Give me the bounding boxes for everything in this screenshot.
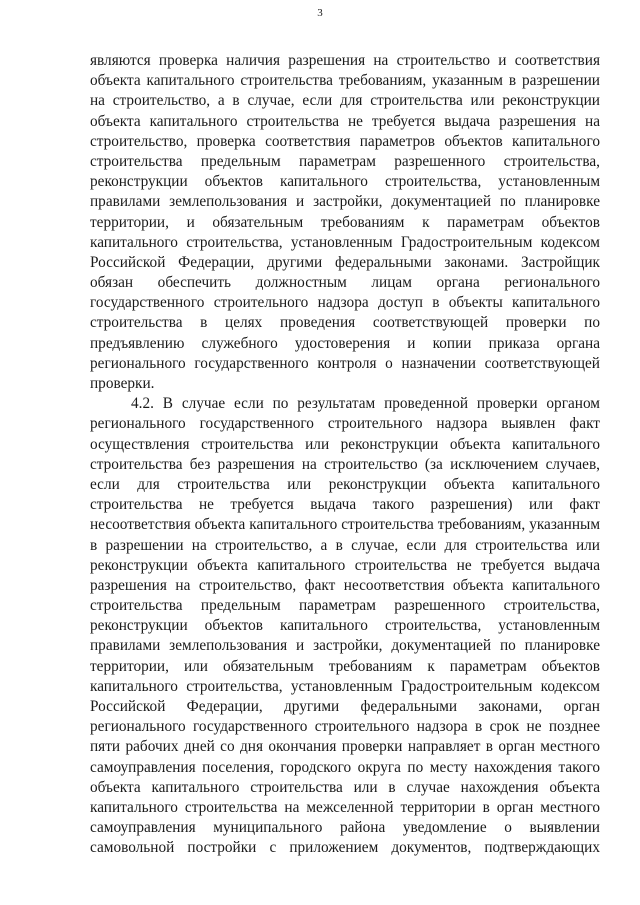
- text-line: самоуправления муниципального района уведомление о выявлении: [90, 819, 600, 837]
- text-line: территории, и обязательным требованиям к параметрам объектов: [90, 213, 600, 231]
- paragraph: [90, 394, 600, 858]
- text-line: 4.2. В случае если по результатам проведенной проверки органом: [131, 395, 600, 413]
- text-line: Российской Федерации, другими федеральными законами, орган: [90, 698, 600, 715]
- text-line: регионального государственного строительного надзора выявлен факт: [90, 415, 600, 433]
- text-line: правилами землепользования и застройки, документацией по планировке: [90, 637, 600, 655]
- text-line: объекта капитального строительства не требуется выдача разрешения на: [90, 112, 600, 130]
- text-line: разрешения на строительство, факт несоответствия объекта капитального: [90, 576, 600, 594]
- text-line: несоответствия объекта капитального строительства требованиям, указанным: [90, 516, 600, 534]
- text-line: пяти рабочих дней со дня окончания проверки направляет в орган местного: [90, 738, 600, 756]
- text-line: реконструкции объекта капитального строительства не требуется выдача: [90, 556, 600, 574]
- text-line: самоуправления поселения, городского округа по месту нахождения такого: [90, 758, 600, 776]
- text-line: строительства предельным параметрам разрешенного строительства,: [90, 597, 600, 615]
- text-line: объекта капитального строительства или в случае нахождения объекта: [90, 778, 600, 796]
- text-line: реконструкции объектов капитального строительства, установленным: [90, 173, 600, 191]
- text-line: если для строительства или реконструкции объекта капитального: [90, 475, 600, 493]
- text-line: на строительство, а в случае, если для строительства или реконструкции: [90, 92, 600, 110]
- text-line: регионального государственного строительного надзора в срок не позднее: [90, 718, 600, 736]
- text-line: проверки.: [90, 375, 155, 392]
- text-line: реконструкции объектов капитального строительства, установленным: [90, 617, 600, 635]
- text-line: капитального строительства, установленным Градостроительным кодексом: [90, 677, 600, 695]
- page-number: 3: [317, 7, 323, 19]
- text-line: строительства без разрешения на строительство (за исключением случаев,: [90, 455, 600, 473]
- text-line: обязан обеспечить должностным лицам органа регионального: [90, 274, 600, 292]
- text-line: в разрешении на строительство, а в случае, если для строительства или: [90, 536, 600, 554]
- text-line: объекта капитального строительства требованиям, указанным в разрешении: [90, 72, 600, 90]
- text-line: самовольной постройки с приложением документов, подтверждающих: [90, 839, 600, 857]
- document-body: [90, 51, 600, 859]
- text-line: Российской Федерации, другими федеральными законами. Застройщик: [90, 253, 600, 271]
- text-line: капитального строительства на межселенной территории в орган местного: [90, 798, 600, 816]
- text-line: строительства предельным параметрам разрешенного строительства,: [90, 152, 600, 170]
- text-line: строительство, проверка соответствия параметров объектов капитального: [90, 132, 600, 150]
- text-line: регионального государственного контроля о назначении соответствующей: [90, 354, 600, 372]
- text-line: строительства не требуется выдача такого разрешения) или факт: [90, 496, 600, 514]
- text-line: государственного строительного надзора доступ в объекты капитального: [90, 294, 600, 312]
- text-line: являются проверка наличия разрешения на строительство и соответствия: [90, 52, 600, 69]
- text-line: осуществления строительства или реконструкции объекта капитального: [90, 435, 600, 453]
- text-line: капитального строительства, установленным Градостроительным кодексом: [90, 233, 600, 251]
- text-line: территории, или обязательным требованиям к параметрам объектов: [90, 657, 600, 675]
- text-line: правилами землепользования и застройки, документацией по планировке: [90, 193, 600, 211]
- text-line: предъявлению служебного удостоверения и копии приказа органа: [90, 334, 600, 352]
- text-line: строительства в целях проведения соответствующей проверки по: [90, 314, 600, 332]
- paragraph: [90, 51, 600, 394]
